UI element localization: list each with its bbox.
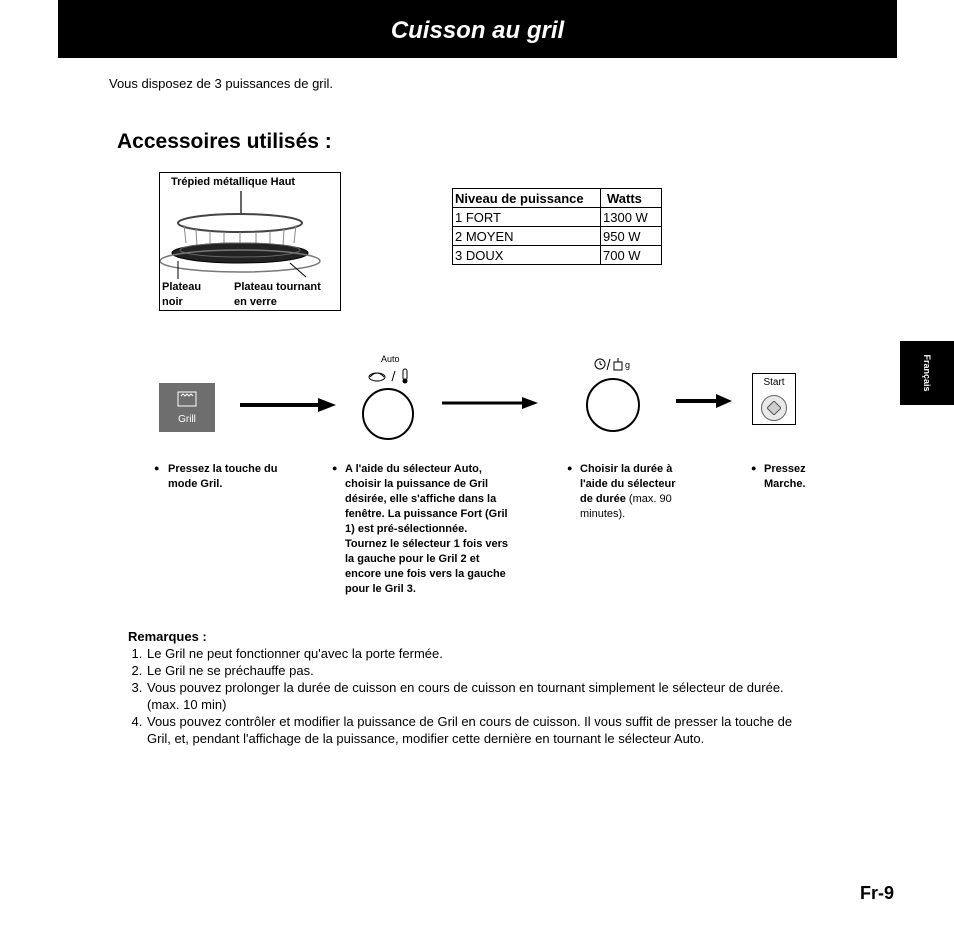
bullet: ●	[332, 463, 338, 473]
bullet: ●	[751, 463, 757, 473]
list-item: 4. Vous pouvez contrôler et modifier la puissance de Gril en cours de cuisson. Il vous suffit de presser la touche de Gril, et, pendant l'affichage de la puissance, modifier cette dernière en tournant le sélecteur Auto.	[146, 713, 808, 747]
start-label: Start	[763, 377, 785, 388]
table-cell: 950 W	[601, 227, 662, 246]
step-1-text: Pressez la touche du mode Gril.	[168, 463, 278, 490]
start-button[interactable]	[761, 395, 787, 421]
weight-unit-label: g	[625, 360, 631, 370]
language-tab: Français	[900, 341, 954, 405]
step-4-text: Pressez Marche.	[764, 463, 806, 490]
step-2-text: A l'aide du sélecteur Auto, choisir la puissance de Gril désirée, elle s'affiche dans la fenêtre. La puissance Fort (Gril 1) est pré-sélectionnée. Tournez le sélecteur 1 fois vers la gauche pour le Gril 2 et encore une fois vers la gauche pour le Gril 3.	[345, 463, 509, 595]
table-cell: 1 FORT	[453, 208, 601, 227]
list-item: 3. Vous pouvez prolonger la durée de cuisson en cours de cuisson en tournant simplement le sélecteur de durée. (max. 10 min)	[146, 679, 808, 713]
page-title: Cuisson au gril	[390, 17, 565, 44]
oven-grill-icon	[177, 391, 197, 407]
list-item: 1. Le Gril ne peut fonctionner qu'avec la porte fermée.	[146, 645, 808, 662]
auto-selector-dial[interactable]	[362, 388, 414, 440]
step-3-text: Choisir la durée à l'aide du sélecteur de durée (max. 90 minutes).	[580, 463, 676, 520]
arrow-right-icon	[442, 396, 538, 410]
section-heading: Accessoires utilisés :	[117, 130, 332, 153]
dish-thermometer-icon	[368, 367, 414, 385]
page-number: Fr-9	[859, 883, 894, 903]
start-diamond-icon	[767, 401, 781, 415]
list-item: 2. Le Gril ne se préchauffe pas.	[146, 662, 808, 679]
bullet: ●	[567, 463, 573, 473]
arrow-right-icon	[676, 394, 732, 408]
table-cell: 2 MOYEN	[453, 227, 601, 246]
auto-label: Auto	[381, 354, 400, 364]
table-cell: 700 W	[601, 246, 662, 265]
table-row	[453, 208, 662, 227]
arrow-right-icon	[240, 398, 336, 412]
remarks-section	[128, 628, 808, 747]
table-header: Watts	[601, 189, 662, 208]
grill-button-label: Grill	[178, 414, 196, 425]
timer-weight-dial[interactable]	[586, 378, 640, 432]
black-tray-label: Plateau noir	[162, 281, 202, 308]
table-cell: 3 DOUX	[453, 246, 601, 265]
clock-weight-icon	[594, 356, 624, 372]
table-row	[453, 227, 662, 246]
remarks-list	[128, 645, 808, 747]
table-header-row	[453, 189, 662, 208]
intro-text: Vous disposez de 3 puissances de gril.	[109, 76, 334, 91]
title-bar	[58, 0, 897, 58]
remarks-title: Remarques :	[128, 629, 207, 644]
grill-button[interactable]	[159, 383, 215, 432]
start-button-panel	[752, 373, 796, 425]
power-table	[452, 188, 662, 265]
bullet: ●	[154, 463, 160, 473]
table-cell: 1300 W	[601, 208, 662, 227]
glass-tray-label: Plateau tournant en verre	[234, 281, 321, 308]
accessories-figure	[159, 172, 341, 311]
table-row	[453, 246, 662, 265]
table-header: Niveau de puissance	[453, 189, 601, 208]
rack-label: Trépied métallique Haut	[171, 176, 296, 188]
